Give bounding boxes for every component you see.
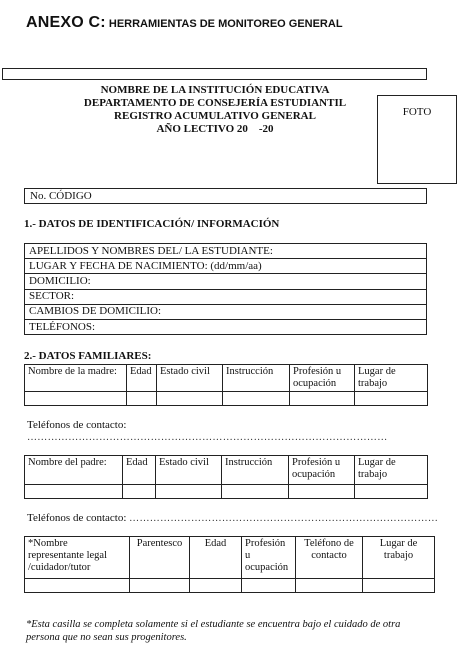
annex-title [26,14,343,32]
father-workplace-header: Lugar de trabajo [355,456,428,485]
rep-data-row [25,579,435,593]
table-cell[interactable] [25,485,123,499]
rep-occupation-header: Profesión u ocupación [242,537,296,579]
field-address-changes[interactable]: CAMBIOS DE DOMICILIO: [25,304,427,319]
register-line: REGISTRO ACUMULATIVO GENERAL [114,110,316,122]
father-contact-label: Teléfonos de contacto: [27,512,127,524]
table-cell[interactable] [242,579,296,593]
field-address[interactable]: DOMICILIO: [25,274,427,289]
father-contact-row [27,512,438,524]
mother-workplace-header: Lugar de trabajo [355,365,428,392]
field-phones[interactable]: TELÉFONOS: [25,319,427,334]
institution-name-line: NOMBRE DE LA INSTITUCIÓN EDUCATIVA [100,84,330,96]
table-cell[interactable] [25,392,127,406]
mother-contact-label: Teléfonos de contacto: [27,419,127,431]
photo-box[interactable] [377,95,457,184]
section-family-title: 2.- DATOS FAMILIARES: [24,350,152,362]
rep-name-header: *Nombre representante legal /cuidador/tutor [25,537,130,579]
father-civil-status-header: Estado civil [156,456,222,485]
rep-phone-header: Teléfono de contacto [296,537,363,579]
code-label: No. CÓDIGO [30,190,92,202]
table-cell[interactable] [157,392,223,406]
table-cell[interactable] [222,485,289,499]
mother-occupation-header: Profesión u ocupación [290,365,355,392]
table-cell[interactable] [355,392,428,406]
annex-prefix: ANEXO C: [26,14,106,31]
top-blank-field[interactable] [2,68,427,80]
mother-data-row [25,392,428,406]
table-cell[interactable] [290,392,355,406]
father-occupation-header: Profesión u ocupación [289,456,355,485]
mother-table [24,364,428,406]
table-cell[interactable] [190,579,242,593]
table-cell[interactable] [156,485,222,499]
mother-education-header: Instrucción [223,365,290,392]
school-year-line: AÑO LECTIVO 20 -20 [156,123,274,135]
table-cell[interactable] [296,579,363,593]
father-data-row [25,485,428,499]
father-name-header: Nombre del padre: [25,456,123,485]
table-cell[interactable] [355,485,428,499]
rep-age-header: Edad [190,537,242,579]
mother-contact-line[interactable]: …………………………………………………………………………………………… [27,432,388,443]
rep-workplace-header: Lugar de trabajo [363,537,435,579]
table-cell[interactable] [123,485,156,499]
rep-relationship-header: Parentesco [130,537,190,579]
field-sector[interactable]: SECTOR: [25,289,427,304]
father-table [24,455,428,499]
code-field[interactable] [24,188,427,204]
representative-table [24,536,435,593]
mother-age-header: Edad [127,365,157,392]
footnote: *Esta casilla se completa solamente si el estudiante se encuentra bajo el cuidado de otra persona que no sean sus progenitores. [26,619,401,643]
table-cell[interactable] [363,579,435,593]
photo-label: FOTO [402,106,432,118]
father-education-header: Instrucción [222,456,289,485]
field-student-name[interactable]: APELLIDOS Y NOMBRES DEL/ LA ESTUDIANTE: [25,244,427,259]
annex-subtitle: HERRAMIENTAS DE MONITOREO GENERAL [105,18,343,30]
father-contact-line[interactable]: ……………………………………………………………………………… [129,513,439,524]
table-cell[interactable] [25,579,130,593]
field-birth-place-date[interactable]: LUGAR Y FECHA DE NACIMIENTO: (dd/mm/aa) [25,259,427,274]
table-cell[interactable] [127,392,157,406]
department-line: DEPARTAMENTO DE CONSEJERÍA ESTUDIANTIL [83,97,347,109]
mother-civil-status-header: Estado civil [157,365,223,392]
table-cell[interactable] [130,579,190,593]
father-age-header: Edad [123,456,156,485]
table-cell[interactable] [223,392,290,406]
identification-table [24,243,427,335]
section-identification-title: 1.- DATOS DE IDENTIFICACIÓN/ INFORMACIÓN [24,218,280,230]
institution-header [60,84,370,136]
table-cell[interactable] [289,485,355,499]
mother-name-header: Nombre de la madre: [25,365,127,392]
